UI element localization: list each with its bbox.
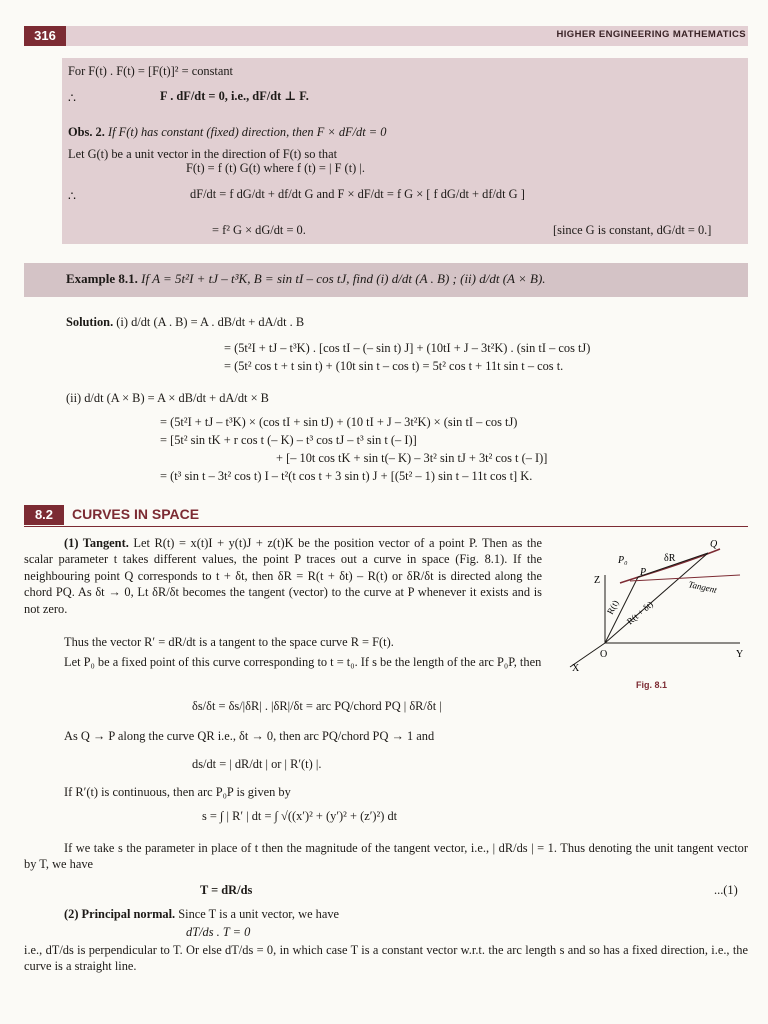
tangent-eq-T: T = dR/ds [200,883,253,897]
tangent-p6: If we take s the parameter in place of t then the magnitude of the tangent vector, i.e., | dR/ds | = 1. Thus denoting the unit tangent vector by T, we have [24,841,748,872]
solution-line-1 [66,314,304,330]
box-eq-2: = f² G × dG/dt = 0. [212,223,306,237]
box-eq-1: dF/dt = f dG/dt + df/dt G and F × dF/dt = f G × [ f dG/dt + df/dt G ] [190,187,525,201]
solution-label: Solution. [66,315,114,329]
normal-line [64,906,339,922]
solution-s4: (ii) d/dt (A × B) = A × dB/dt + dA/dt × B [66,391,269,405]
figure-8-1 [560,535,748,675]
normal-eq: dT/ds . T = 0 [186,925,251,939]
ft-line: F(t) = f (t) G(t) where f (t) = | F (t) |. [186,161,365,175]
tangent-p2: Thus the vector R′ = dR/dt is a tangent to the space curve R = F(t). [64,635,394,649]
solution-s2: = (5t²I + tJ – t³K) . [cos tI – (– sin t) J] + (10tI + J – 3t²K) . (sin tI – cos tJ) [224,341,591,355]
equation-tag: ...(1) [714,883,738,897]
therefore-symbol-2: ∴ [68,189,76,203]
figure-caption: Fig. 8.1 [636,680,668,690]
label-Y: Y [736,649,744,660]
tangent-p5: If R′(t) is continuous, then arc P₀P is given by [64,785,291,799]
solution-s1: (i) d/dt (A . B) = A . dB/dt + dA/dt . B [116,315,305,329]
tangent-eq-ratio: δs/δt = δs/|δR| . |δR|/δt = arc PQ/chord PQ | δR/δt | [192,699,442,713]
example-label: Example 8.1. [66,271,138,286]
running-title: HIGHER ENGINEERING MATHEMATICS [556,29,746,40]
box-line-1: For F(t) . F(t) = [F(t)]² = constant [68,64,233,78]
position-vector-rt-dt [605,553,708,643]
label-Z: Z [594,575,601,586]
label-X: X [572,663,580,674]
solution-s5: = (5t²I + tJ – t³K) × (cos tI + sin tJ) + (10 tI + J – 3t²K) × (sin tI – cos tJ) [160,415,518,429]
tangent-paragraph [24,535,542,617]
section-number: 8.2 [24,505,64,525]
tangent-eq-ds: ds/dt = | dR/dt | or | R′(t) |. [192,757,322,771]
solution-s7: + [– 10t cos tK + sin t(– K) – 3t² sin tJ + 3t² cos t (– I)] [276,451,548,465]
section-title: CURVES IN SPACE [72,506,200,522]
obs-label: Obs. 2. [68,125,105,139]
section-heading [24,505,748,525]
label-delta-r: δR [664,553,676,564]
example-heading [66,271,546,287]
label-rt-dt: R(t + δt) [624,599,655,627]
box-since-note: [since G is constant, dG/dt = 0.] [553,223,712,237]
tangent-heading: (1) Tangent. [64,536,129,550]
label-P0: P₀ [618,555,628,566]
label-tangent: Tangent [687,579,718,595]
normal-p2: i.e., dT/ds is perpendicular to T. Or else dT/ds = 0, in which case T is a constant vector w.r.t. the arc length s and so has a fixed direction, i.e., the curve is a straight line. [24,943,748,974]
label-P: P [640,567,647,578]
tangent-p1: Let R(t) = x(t)I + y(t)J + z(t)K be the position vector of a point P. Then as the scalar parameter t takes different values, the point P traces out a curve in space (Fig. 8.1). If the neighbouring point Q corresponds to t + δt, then δR = R(t + δt) – R(t) or δR/δt is directed along the chord PQ. As δt → 0, Lt δR/δt becomes the tangent (vector) to the curve at P whenever it exists and is not zero. [24,536,542,616]
solution-s6: = [5t² sin tK + r cos t (– K) – t³ cos tJ – t³ sin t (– I)] [160,433,417,447]
label-Q: Q [710,539,718,550]
obs-2 [68,124,386,140]
tangent-p3: Let P₀ be a fixed point of this curve corresponding to t = t₀. If s be the length of the arc P₀P, then [64,655,542,669]
page-number: 316 [24,26,66,46]
section-rule [24,526,748,527]
tangent-line [630,575,740,581]
obs-text: If F(t) has constant (fixed) direction, then F × dF/dt = 0 [107,125,387,139]
therefore-symbol: ∴ [68,91,76,105]
normal-p1: Since T is a unit vector, we have [178,907,340,921]
label-O: O [600,649,608,660]
normal-heading: (2) Principal normal. [64,907,176,921]
let-line: Let G(t) be a unit vector in the direction of F(t) so that [68,147,338,161]
solution-s3: = (5t² cos t + t sin t) + (10t sin t – cos t) = 5t² cos t + 11t sin t – cos t. [224,359,564,373]
label-rt: R(t) [604,598,621,616]
solution-s8: = (t³ sin t – 3t² cos t) I – t²(t cos t + 3 sin t) J + [(5t² – 1) sin t – 11t cos t] K. [160,469,533,483]
tangent-p4: As Q → P along the curve QR i.e., δt → 0, then arc PQ/chord PQ → 1 and [64,729,435,743]
tangent-eq-s: s = ∫ | R′ | dt = ∫ √((x′)² + (y′)² + (z′)²) dt [202,809,398,823]
box-line-2: F . dF/dt = 0, i.e., dF/dt ⊥ F. [160,89,309,103]
example-text: If A = 5t²I + tJ – t³K, B = sin tI – cos tJ, find (i) d/dt (A . B) ; (ii) d/dt (A × B). [141,271,546,286]
